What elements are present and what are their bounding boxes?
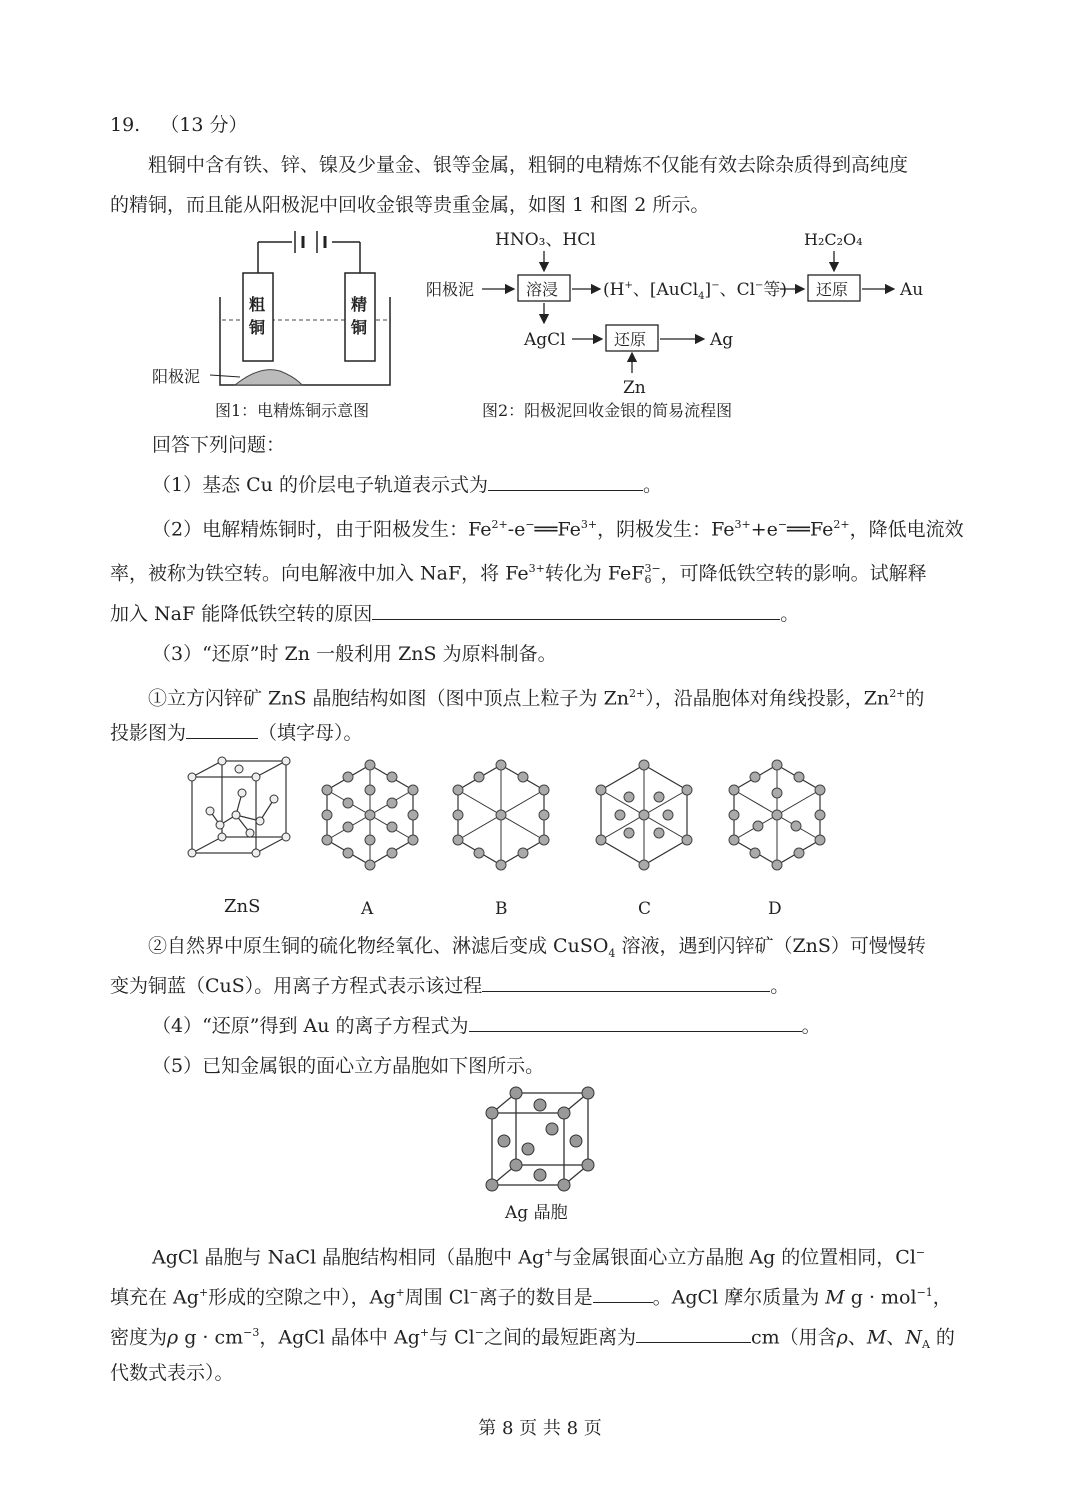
q1: （1）基态 Cu 的价层电子轨道表示式为 。 (152, 474, 662, 496)
ag-cell-label: Ag 晶胞 (505, 1203, 568, 1223)
q1-answer-blank[interactable] (488, 472, 643, 491)
label-c: C (638, 899, 652, 919)
start-anode-sludge: 阳极泥 (426, 280, 475, 299)
q5-para-line-4: 代数式表示）。 (110, 1362, 234, 1384)
label-b: B (495, 899, 508, 919)
anode-label-1: 粗 (249, 295, 266, 314)
projection-b (453, 760, 549, 870)
q2-line-2: 率，被称为铁空转。向电解液中加入 NaF，将 $Fe^{3+}$转化为 FeF 3− 6 ，可降低铁空转的影响。试解释 (110, 562, 927, 587)
figure-2-caption: 图2：阳极泥回收金银的简易流程图 (482, 401, 733, 420)
q3-sub2-answer-blank[interactable] (482, 973, 770, 992)
ag-fcc-unit-cell (480, 1085, 610, 1225)
reagent-hno3-hcl: HNO₃、HCl (495, 230, 596, 250)
cathode-label-2: 铜 (351, 318, 368, 337)
label-d: D (768, 899, 782, 919)
q3-sub2-line-2: 变为铜蓝（CuS）。用离子方程式表示该过程 。 (110, 975, 790, 997)
intro-line-2: 的精铜，而且能从阳极泥中回收金银等贵重金属，如图 1 和图 2 所示。 (110, 194, 710, 216)
q5-para-line-1: AgCl 晶胞与 NaCl 晶胞结构相同（晶胞中 Ag+与金属银面心立方晶胞 Ag 的位置相同，Cl− (152, 1246, 926, 1269)
projection-a (322, 760, 418, 870)
agcl-label: AgCl (524, 330, 566, 350)
q3-sub1-line-1: ①立方闪锌矿 ZnS 晶胞结构如图（图中顶点上粒子为 $Zn^{2+}$），沿晶胞体对角线投影，$Zn^{2+}$的 (148, 687, 925, 710)
q2-line-3: 加入 NaF 能降低铁空转的原因 。 (110, 603, 800, 625)
battery-icon (295, 231, 325, 253)
q2-answer-blank[interactable] (372, 601, 780, 620)
q3-sub1-answer-blank[interactable] (186, 720, 258, 739)
label-zns: ZnS (224, 896, 261, 917)
anode-label-2: 铜 (249, 318, 266, 337)
solution-species: (H+、[AuCl$_4$]−、Cl−等) (603, 280, 788, 302)
label-a: A (361, 899, 374, 919)
q5-distance-blank[interactable] (636, 1324, 751, 1343)
question-score: （13 分） (160, 114, 248, 136)
q5-count-blank[interactable] (593, 1284, 653, 1303)
q3-sub2-line-1: ②自然界中原生铜的硫化物经氧化、淋滤后变成 CuSO$_4$ 溶液，遇到闪锌矿（ZnS）可慢慢转 (148, 935, 926, 960)
figure-2-flowchart (420, 225, 940, 425)
question-header (110, 112, 247, 138)
box-reduce-ag-label: 还原 (614, 330, 647, 349)
anode-sludge (235, 370, 302, 385)
box-reduce-au-label: 还原 (816, 280, 849, 299)
q5-para-line-2: 填充在 Ag+形成的空隙之中），Ag+周围 Cl−离子的数目是 。AgCl 摩尔质量为 M g · mol$^{-1}$， (110, 1286, 952, 1309)
answer-prompt: 回答下列问题： (152, 434, 286, 456)
figure-1-caption: 图1：电精炼铜示意图 (215, 401, 370, 420)
intro-line-1: 粗铜中含有铁、锌、镍及少量金、银等金属，粗铜的电精炼不仅能有效去除杂质得到高纯度 (148, 154, 909, 176)
reagent-oxalic-acid: H₂C₂O₄ (804, 230, 863, 249)
q2-line-1: （2）电解精炼铜时，由于阳极发生：$Fe^{2+}-e^-══Fe^{3+}$，阴极发生：$Fe^{3+}+e^-══Fe^{2+}$，降低电流效 (152, 518, 964, 541)
crude-copper-anode (243, 273, 273, 361)
zns-unit-cell (192, 761, 286, 853)
pure-copper-cathode (345, 273, 375, 361)
q4-answer-blank[interactable] (469, 1013, 802, 1032)
q3-sub1-line-2: 投影图为 （填字母）。 (110, 722, 363, 744)
product-ag: Ag (710, 330, 734, 350)
figure-1-electrolysis (140, 225, 410, 425)
question-number: 19. (110, 114, 141, 136)
projection-d (729, 760, 825, 870)
crystal-projection-figures (180, 755, 850, 925)
box-leach-label: 溶浸 (526, 280, 559, 299)
q5-para-line-3: 密度为ρ $g \cdot cm^{-3}$，AgCl 晶体中 Ag+与 Cl−之间的最短距离为 cm（用含ρ、M、$N_A$ 的 (110, 1326, 955, 1352)
reagent-zn: Zn (623, 378, 646, 398)
sludge-label: 阳极泥 (152, 367, 201, 386)
q3-title: （3）“还原”时 Zn 一般利用 ZnS 为原料制备。 (152, 643, 557, 665)
page-footer: 第 8 页 共 8 页 (478, 1418, 602, 1439)
q4: （4）“还原”得到 Au 的离子方程式为 。 (152, 1015, 821, 1037)
product-au: Au (900, 280, 924, 300)
q5-title: （5）已知金属银的面心立方晶胞如下图所示。 (152, 1055, 545, 1077)
projection-c (596, 760, 692, 870)
cathode-label-1: 精 (351, 295, 368, 314)
